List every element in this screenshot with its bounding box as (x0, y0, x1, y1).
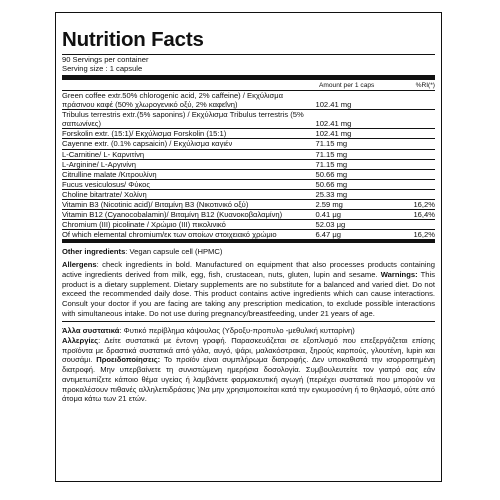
nutrient-name: L-Carnitine/ L- Καρνιτίνη (62, 149, 315, 159)
gr-warnings-text: Το προϊόν είναι συμπλήρωμα διατροφής. Δεν υποκαθιστά την ισορροπημένη διατροφή. Μην υπερβαίνετε τη συνιστώμενη ημερήσια δοσολογία. Συμβουλευτείτε τον γιατρό σας εάν αντιμετωπίζετε κάποιο θέμα υγείας ή λαμβάνετε φαρμακευτική αγωγή (περιέχει συστατικά που μπορούν να προκαλέσουν πιθανές αλληλεπιδράσεις )Να μην χρησιμοποιείται κατά την εγκυμοσύνη ή το θηλασμό, ούτε από άτομα κάτω των 21 ετών. (62, 355, 435, 404)
nutrient-rdi (404, 149, 435, 159)
nutrient-rdi (404, 139, 435, 149)
nutrient-amount: 6.47 μg (315, 230, 404, 240)
nutrient-amount: 102.41 mg (315, 91, 404, 110)
allergens-paragraph (62, 260, 435, 318)
nutrient-row (62, 189, 435, 199)
nutrient-row (62, 129, 435, 139)
nutrient-name: Citrulline malate /Κιτρουλίνη (62, 169, 315, 179)
nutrient-amount: 50.66 mg (315, 169, 404, 179)
allergens-text: : check ingredients in bold. Manufactured on equipment that also processes products containing active ingredients derived from milk, egg, fish, crustacean, nuts, gluten, lupin and sesame. (62, 260, 435, 279)
nutrient-row (62, 200, 435, 210)
nutrient-row (62, 230, 435, 240)
nutrient-row (62, 179, 435, 189)
nutrient-rdi (404, 91, 435, 110)
panel-content (62, 13, 435, 404)
nutrient-amount: 50.66 mg (315, 179, 404, 189)
gr-warnings-label: Προειδοποίησεις: (96, 355, 161, 365)
gr-allergens-label: Αλλεργίες (62, 336, 99, 346)
nutrient-rdi (404, 220, 435, 230)
nutrient-amount: 0.41 μg (315, 210, 404, 220)
nutrient-amount: 2.59 mg (315, 200, 404, 210)
nutrient-rdi: 16,2% (404, 230, 435, 240)
allergens-label: Allergens (62, 260, 97, 270)
nutrient-rdi (404, 189, 435, 199)
other-ingredients (62, 247, 435, 257)
nutrient-row (62, 210, 435, 220)
nutrient-amount: 25.33 mg (315, 189, 404, 199)
nutrient-row (62, 169, 435, 179)
nutrient-name: Vitamin B12 (Cyanocobalamin)/ Βιταμίνη B12 (Κυανοκοβαλαμίνη) (62, 210, 315, 220)
nutrient-amount: 52.03 μg (315, 220, 404, 230)
nutrient-rdi: 16,4% (404, 210, 435, 220)
other-ingredients-label: Other ingredients (62, 247, 126, 257)
nutrient-row (62, 149, 435, 159)
nutrient-name: Chromium (III) picolinate / Χρώμιο (III) πικολινικό (62, 220, 315, 230)
table-bottom-rule (62, 240, 435, 243)
nutrition-title: Nutrition Facts (62, 28, 204, 51)
nutrient-rdi (404, 129, 435, 139)
gr-ingredients-text: : Φυτικό περίβλημα κάψουλας (Υδροξυ-προπυλο -μεθυλική κυτταρίνη) (119, 326, 355, 336)
serving-size: Serving size : 1 capsule (62, 64, 143, 73)
nutrient-rdi (404, 179, 435, 189)
nutrient-name: Cayenne extr. (0.1% capsaicin) / Εκχύλισμα καγιέν (62, 139, 315, 149)
nutrient-rdi (404, 169, 435, 179)
nutrient-row (62, 220, 435, 230)
amount-header: Amount per 1 caps (319, 81, 375, 89)
nutrient-table (62, 91, 435, 240)
nutrient-rdi (404, 110, 435, 129)
warnings-label: Warnings: (380, 269, 418, 279)
english-info (62, 247, 435, 318)
nutrient-amount: 102.41 mg (315, 129, 404, 139)
gr-ingredients (62, 326, 435, 336)
nutrient-name: Tribulus terrestris extr.(5% saponins) / Εκχύλισμα Tribulus terrestris (5% σαπωνίνες) (62, 110, 315, 129)
nutrient-amount: 71.15 mg (315, 149, 404, 159)
nutrient-amount: 71.15 mg (315, 159, 404, 169)
column-header (62, 80, 435, 91)
nutrient-name: L-Arginine/ L-Αργινίνη (62, 159, 315, 169)
nutrient-row (62, 110, 435, 129)
servings-per-container: 90 Servings per container (62, 55, 149, 64)
nutrient-name: Forskolin extr. (15:1)/ Εκχύλισμα Forskolin (15:1) (62, 129, 315, 139)
nutrient-name: Green coffee extr.50% chlorogenic acid, 2% caffeine) / Εκχύλισμα πράσινου καφέ (50% χλωρογενικό οξύ, 2% καφεΐνη) (62, 91, 315, 110)
rdi-header: %RI(*) (415, 81, 435, 89)
warnings-text: This product is a dietary supplement. Dietary supplements are no substitute for a balanced and varied diet. Do not exceed the recommended daily dose. This product contains active ingredients which can cause interactions. Consult your doctor if you are facing are taking any prescription medication, to exclude possible interactions with simultaneous intake. Do not use during pregnancy/breastfeeding, under 21 years of age. (62, 269, 435, 318)
nutrient-row (62, 159, 435, 169)
gr-ingredients-label: Άλλα συστατικά (62, 326, 120, 336)
nutrient-row (62, 139, 435, 149)
nutrient-amount: 102.41 mg (315, 110, 404, 129)
nutrient-name: Of which elemental chromium/εκ των οποίων στοιχειακό χρώμιο (62, 230, 315, 240)
gr-allergens-paragraph (62, 336, 435, 404)
nutrient-name: Choline bitartrate/ Χολίνη (62, 189, 315, 199)
language-divider (62, 321, 435, 322)
other-ingredients-text: : Vegan capsule cell (HPMC) (125, 247, 223, 257)
nutrient-row (62, 91, 435, 110)
nutrient-name: Fucus vesiculosus/ Φύκος (62, 179, 315, 189)
greek-info (62, 326, 435, 404)
nutrition-facts-panel (55, 12, 442, 482)
nutrient-rdi (404, 159, 435, 169)
nutrient-rdi: 16,2% (404, 200, 435, 210)
nutrient-amount: 71.15 mg (315, 139, 404, 149)
nutrient-name: Vitamin B3 (Nicotinic acid)/ Βιταμίνη B3 (Νικοτινικό οξύ) (62, 200, 315, 210)
gr-allergens-text: : Δείτε συστατικά με έντονη γραφή. Παρασκευάζεται σε εξοπλισμό που επεξεργάζεται επίσης προϊόντα με δραστικά συστατικά από γάλα, αυγό, ψάρι, μαλακόστρακα, ξηρούς καρπούς, γλουτένη, lupin και σουσάμι. (62, 336, 435, 365)
